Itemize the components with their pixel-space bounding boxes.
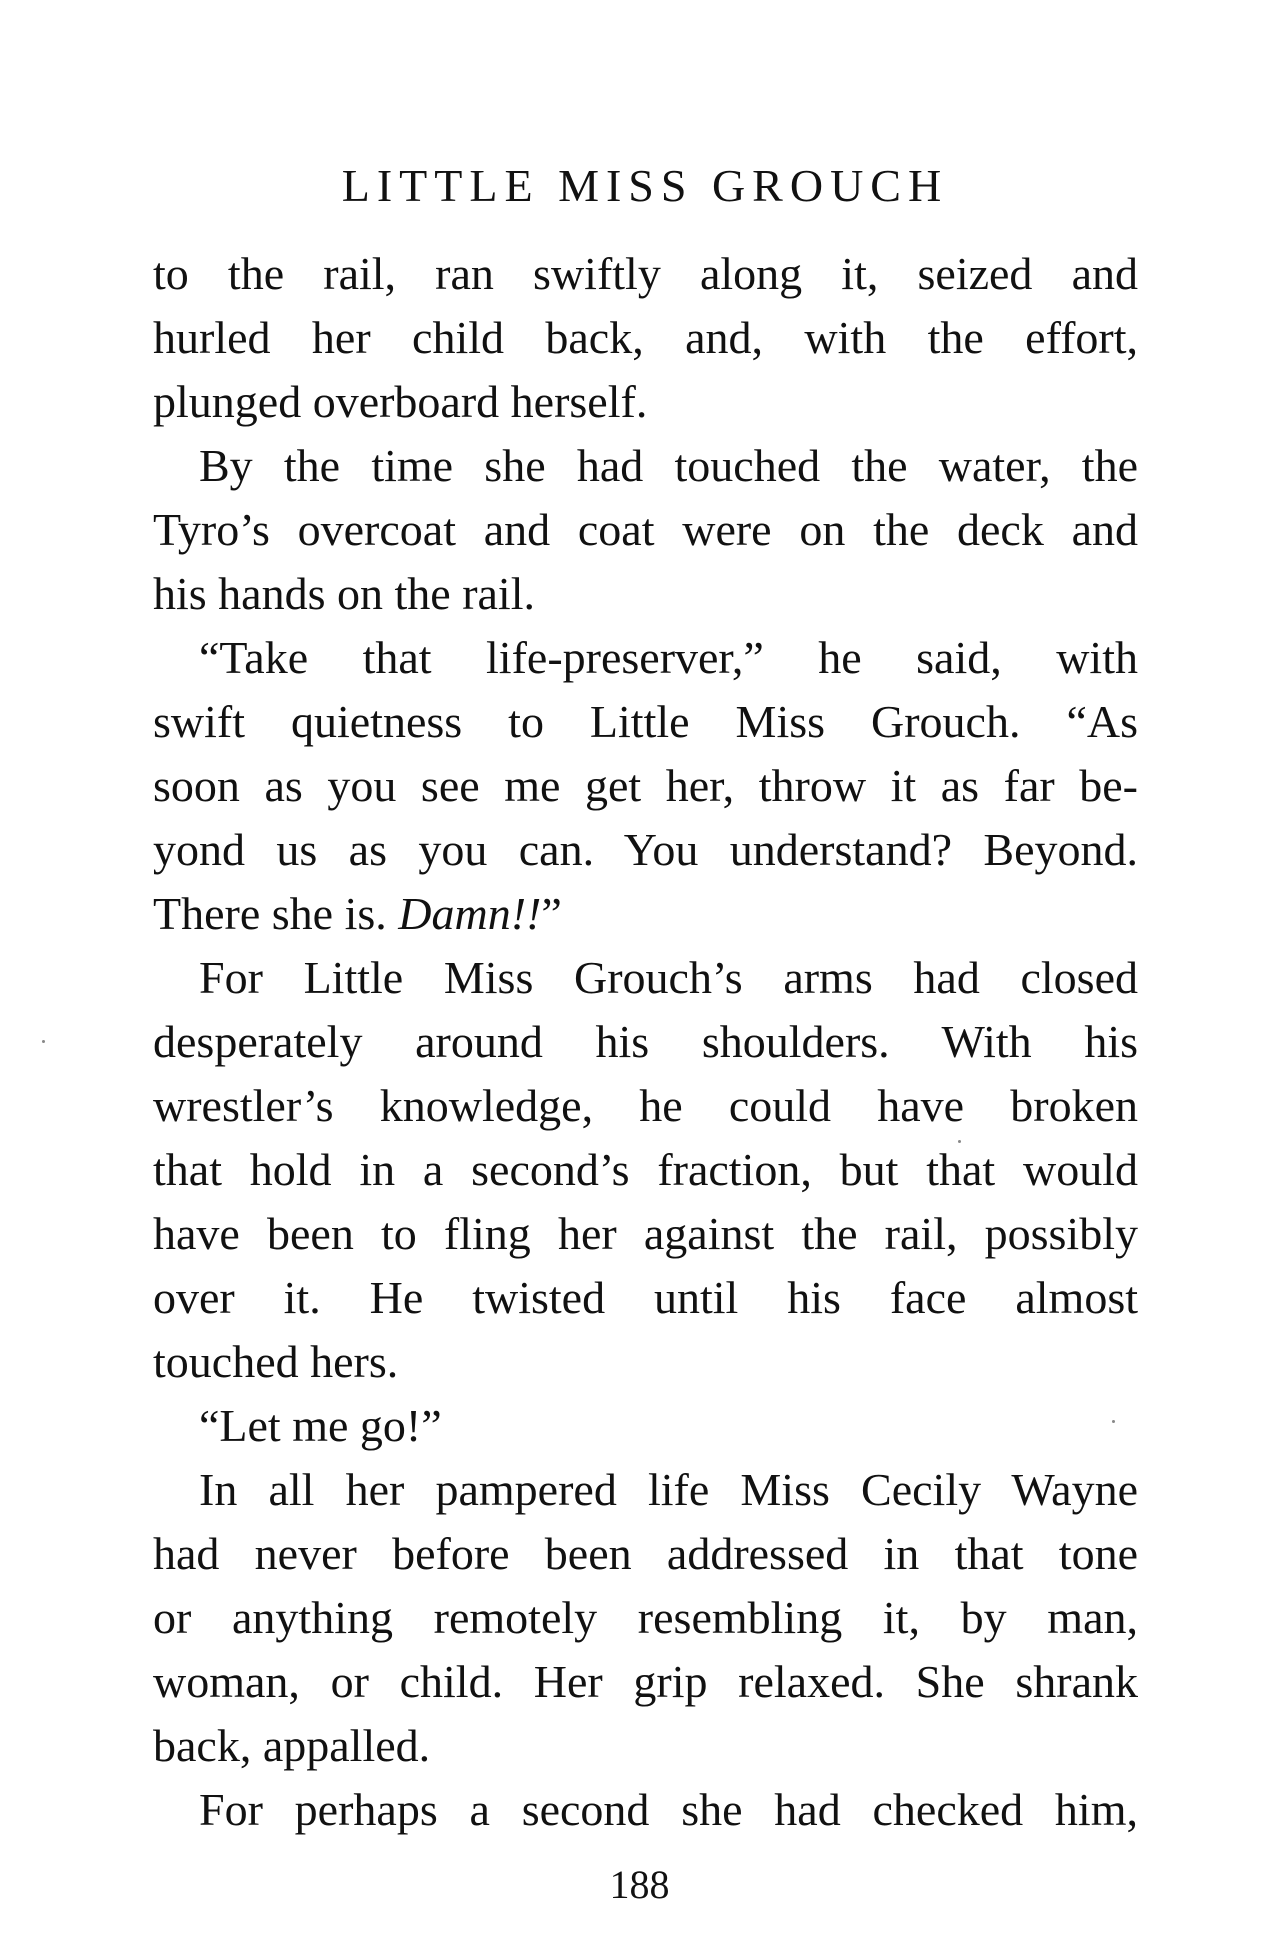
paper-speck [958, 1140, 961, 1143]
text-line: soon as you see me get her, throw it as far be- [153, 760, 1138, 811]
body-text [153, 242, 1138, 1842]
text-line: swift quietness to Little Miss Grouch. “As [153, 696, 1138, 747]
text-line: hurled her child back, and, with the effort, [153, 312, 1138, 363]
italic-exclamation: Damn!! [398, 888, 542, 939]
text-line: plunged overboard herself. [153, 376, 648, 427]
text-line: that hold in a second’s fraction, but that would [153, 1144, 1138, 1195]
paper-speck [1112, 1420, 1115, 1423]
text-line-with-italic [153, 882, 1138, 946]
text-line: or anything remotely resembling it, by man, [153, 1592, 1138, 1643]
text-line: had never before been addressed in that tone [153, 1528, 1138, 1579]
text-line: By the time she had touched the water, the [199, 440, 1138, 491]
text-line: For perhaps a second she had checked him, [199, 1784, 1138, 1835]
closing-quote: ” [541, 888, 562, 939]
text-line: Tyro’s overcoat and coat were on the deck and [153, 504, 1138, 555]
text-line: to the rail, ran swiftly along it, seized and [153, 248, 1138, 299]
text-line: wrestler’s knowledge, he could have broken [153, 1080, 1138, 1131]
page-number: 188 [609, 1862, 670, 1907]
running-head: LITTLE MISS GROUCH [341, 160, 949, 211]
text-line: have been to fling her against the rail, possibly [153, 1208, 1138, 1259]
text-line: In all her pampered life Miss Cecily Wayne [199, 1464, 1138, 1515]
text-line: touched hers. [153, 1336, 399, 1387]
text-line: For Little Miss Grouch’s arms had closed [199, 952, 1138, 1003]
text-line: desperately around his shoulders. With his [153, 1016, 1138, 1067]
paper-speck [42, 1040, 45, 1043]
text-segment: There she is. [153, 888, 399, 939]
text-line: yond us as you can. You understand? Beyond. [153, 824, 1138, 875]
text-line: back, appalled. [153, 1720, 431, 1771]
text-line: over it. He twisted until his face almost [153, 1272, 1138, 1323]
text-line: “Let me go!” [199, 1400, 442, 1451]
text-line: his hands on the rail. [153, 568, 535, 619]
text-line: woman, or child. Her grip relaxed. She shrank [153, 1656, 1138, 1707]
text-line: “Take that life-preserver,” he said, with [199, 632, 1138, 683]
